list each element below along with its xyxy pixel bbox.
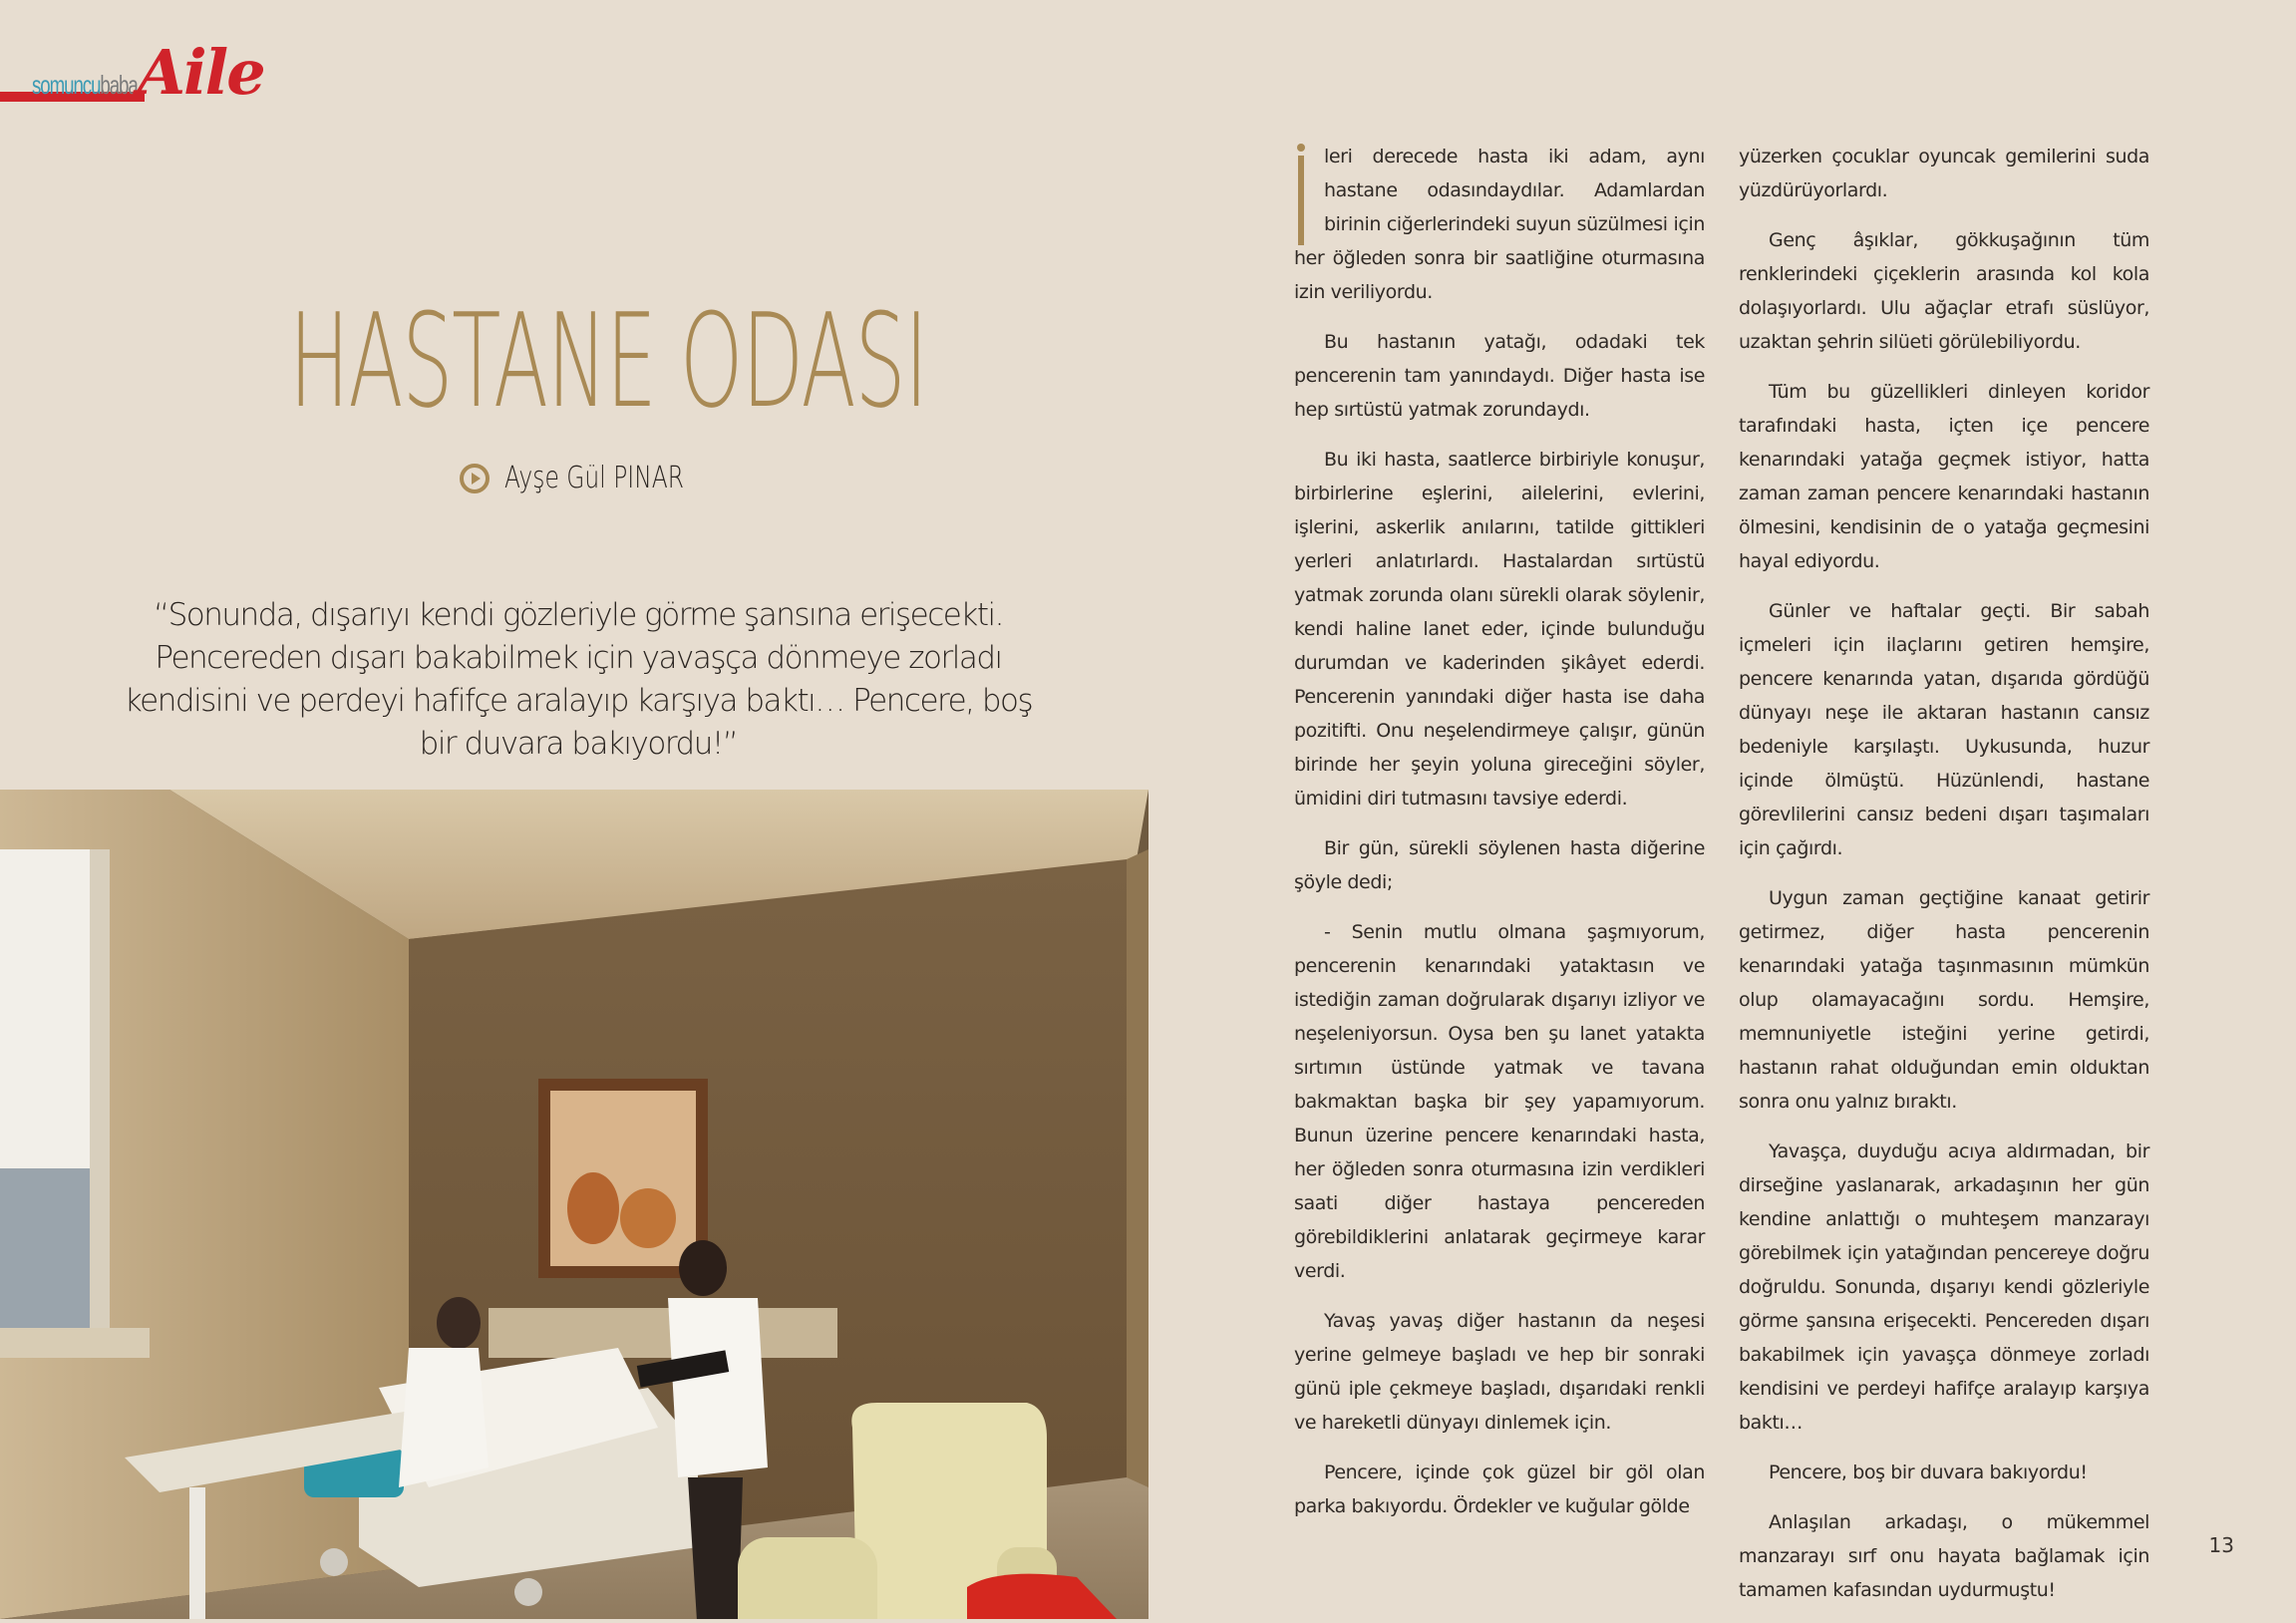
- paragraph: Bir gün, sürekli söylenen hasta diğerine şöyle dedi;: [1294, 837, 1705, 893]
- author-name: Ayşe Gül PINAR: [504, 461, 684, 495]
- article-title: HASTANE ODASI: [289, 285, 927, 438]
- dropcap-stem: [1298, 156, 1304, 245]
- paragraph: - Senin mutlu olmana şaşmıyorum, pencerenin kenarındaki yataktasın ve istediğin zaman doğrularak dışarıyı izliyor ve neşeleniyorsun. Oysa ben şu lanet yatakta sırtımın üstünde yatmak ve tavana bakmaktan başka bir şey yapamıyorum. Bunun üzerine pencere kenarındaki hasta, her öğleden sonra oturmasına izin verdikleri saati diğer hastaya pencereden görebildiklerini anlatarak geçirmeye karar verdi.: [1294, 921, 1705, 1282]
- logo-brand-part1: somuncu: [32, 70, 101, 100]
- logo-brand-part2: baba: [100, 70, 138, 100]
- paragraph: leri derecede hasta iki adam, aynı hastane odasındaydılar. Adamlardan birinin ciğerlerindeki suyun süzülmesi için her öğleden sonra bir saatliğine oturmasına izin veriliyordu.: [1294, 146, 1705, 303]
- hospital-room-photo: [0, 790, 1148, 1619]
- first-paragraph: [1294, 140, 1705, 309]
- article-author: [459, 461, 735, 495]
- pull-quote: “Sonunda, dışarıyı kendi gözleriyle görme şansına erişecekti. Pencereden dışarı bakabilmek için yavaşça dönmeye zorladı kendisini ve perdeyi hafifçe aralayıp karşıya baktı… Pencere, boş bir duvara bakıyordu!”: [124, 597, 1033, 762]
- paragraph: Bu hastanın yatağı, odadaki tek pencerenin tam yanındaydı. Diğer hasta ise hep sırtüstü yatmak zorundaydı.: [1294, 331, 1705, 421]
- paragraph: Tüm bu güzellikleri dinleyen koridor tarafındaki hasta, içten içe pencere kenarındaki yatağa geçmek istiyor, hatta zaman zaman pencere kenarındaki hastanın ölmesini, kendisinin de o yatağa geçmesini hayal ediyordu.: [1739, 381, 2149, 572]
- page-number: 13: [2208, 1533, 2234, 1557]
- play-circle-icon: [459, 463, 491, 494]
- paragraph: Uygun zaman geçtiğine kanaat getirir getirmez, diğer hasta pencerenin kenarındaki yatağa taşınmasının mümkün olup olamayacağını sordu. Hemşire, memnuniyetle isteğini yerine getirdi, hastanın rahat olduğundan emin olduktan sonra onu yalnız bıraktı.: [1739, 887, 2149, 1113]
- article-column-2: [1739, 140, 2149, 1623]
- paragraph: Genç âşıklar, gökkuşağının tüm renklerindeki çiçeklerin arasında kol kola dolaşıyorlardı. Ulu ağaçlar etrafı süslüyor, uzaktan şehrin silüeti görülebiliyordu.: [1739, 229, 2149, 353]
- paragraph: Bu iki hasta, saatlerce birbiriyle konuşur, birbirlerine eşlerini, ailelerini, evlerini, işlerini, askerlik anılarını, tatilde gittikleri yerleri anlatırlardı. Hastalardan sırtüstü yatmak zorunda olanı sürekli olarak söylenir, kendi haline lanet eder, içinde bulunduğu durumdan ve kaderinden şikâyet ederdi. Pencerenin yanındaki diğer hasta ise daha pozitifti. Onu neşelendirmeye çalışır, günün birinde her şeyin yoluna gireceğini söyler, ümidini diri tutmasını tavsiye ederdi.: [1294, 449, 1705, 810]
- paragraph: Günler ve haftalar geçti. Bir sabah içmeleri için ilaçlarını getiren hemşire, pencere kenarında yatan, dışarıda gördüğü dünyayı neşe ile aktaran hastanın cansız bedeniyle karşılaştı. Uykusunda, huzur içinde ölmüştü. Hüzünlendi, hastane görevlilerini cansız bedeni dışarı taşımaları için çağırdı.: [1739, 600, 2149, 859]
- dropcap-letter-i: [1296, 144, 1306, 239]
- paragraph: Anlaşılan arkadaşı, o mükemmel manzarayı sırf onu hayata bağlamak için tamamen kafasından uydurmuştu!: [1739, 1511, 2149, 1601]
- photo-illustration: [0, 790, 1148, 1619]
- dropcap-dot: [1297, 144, 1305, 152]
- paragraph: Pencere, boş bir duvara bakıyordu!: [1769, 1461, 2088, 1483]
- magazine-logo: [0, 30, 264, 110]
- logo-brand-text: [32, 70, 138, 101]
- paragraph: Yavaş yavaş diğer hastanın da neşesi yerine gelmeye başladı ve hep bir sonraki günü iple çekmeye başladı, dışarıdaki renkli ve hareketli dünyayı dinlemek için.: [1294, 1310, 1705, 1434]
- paragraph: yüzerken çocuklar oyuncak gemilerini suda yüzdürüyorlardı.: [1739, 146, 2149, 201]
- paragraph: Yavaşça, duyduğu acıya aldırmadan, bir dirseğine yaslanarak, arkadaşının her gün kendine anlattığı o muhteşem manzarayı görebilmek için yatağından pencereye doğru doğruldu. Sonunda, dışarıyı kendi gözleriyle görme şansına erişecekti. Pencereden dışarı bakabilmek için yavaşça dönmeye zorladı kendisini ve perdeyi hafifçe aralayıp karşıya baktı…: [1739, 1140, 2149, 1434]
- paragraph: Pencere, içinde çok güzel bir göl olan parka bakıyordu. Ördekler ve kuğular gölde: [1294, 1461, 1705, 1517]
- article-column-1: [1294, 140, 1705, 1539]
- logo-section-name: Aile: [138, 36, 264, 109]
